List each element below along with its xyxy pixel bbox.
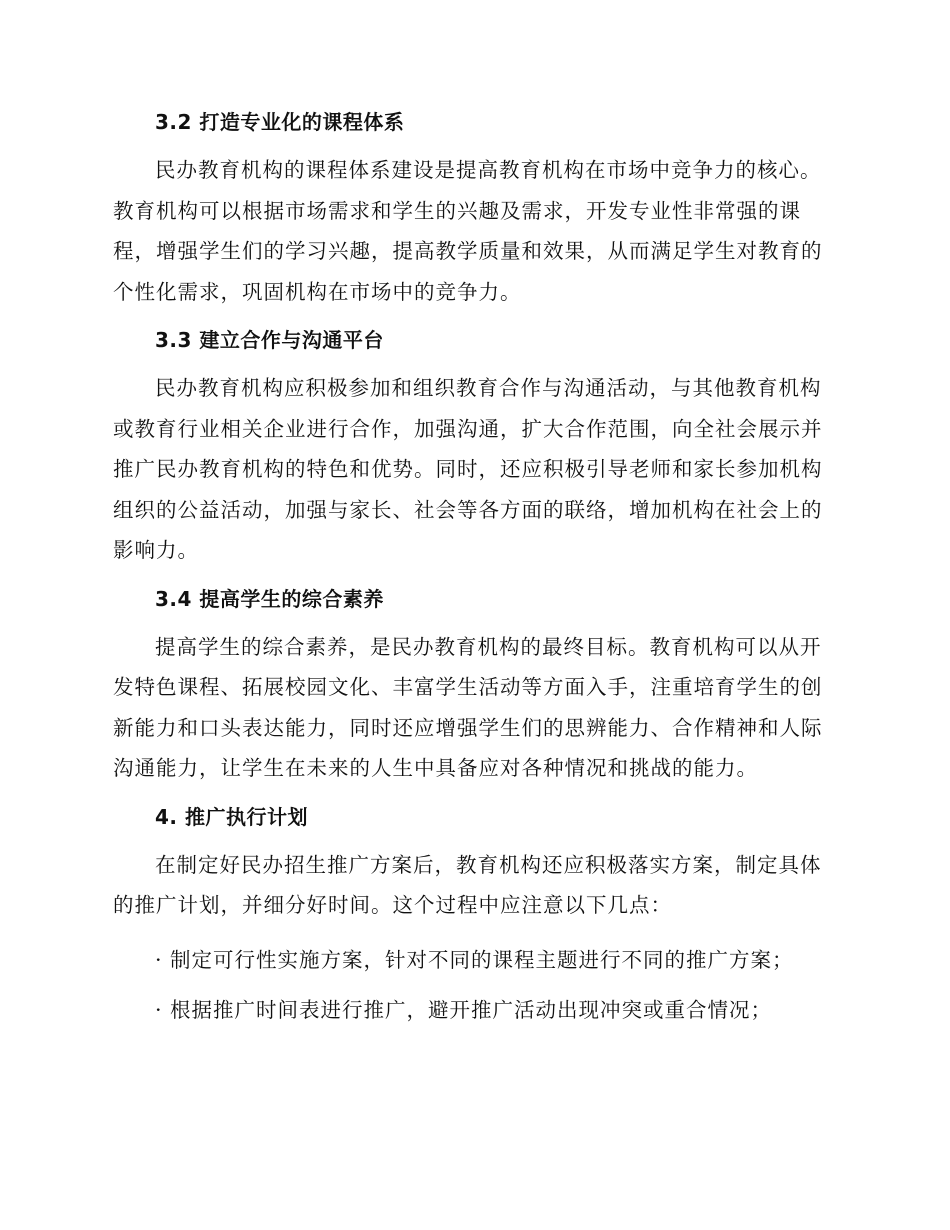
list-item: · 根据推广时间表进行推广，避开推广活动出现冲突或重合情况； [155,998,773,1022]
section-paragraph: 在制定好民办招生推广方案后，教育机构还应积极落实方案，制定具体的推广计划，并细分好时间。这个过程中应注意以下几点： [113,852,822,917]
section-3-2 [113,108,833,312]
section-3-3 [113,326,833,571]
section-paragraph: 提高学生的综合素养，是民办教育机构的最终目标。教育机构可以从开发特色课程、拓展校园文化、丰富学生活动等方面入手，注重培育学生的创新能力和口头表达能力，同时还应增强学生们的思辨能力、合作精神和人际沟通能力，让学生在未来的人生中具备应对各种情况和挑战的能力。 [113,634,823,780]
document-body [113,108,833,1041]
section-3-4 [113,585,833,789]
section-heading: 3.3 建立合作与沟通平台 [155,328,384,352]
list-item: · 制定可行性实施方案，针对不同的课程主题进行不同的推广方案； [155,947,794,972]
section-4 [113,803,833,926]
bullet-list [113,940,833,1031]
section-heading: 3.4 提高学生的综合素养 [155,586,384,611]
section-heading: 4. 推广执行计划 [155,804,308,829]
section-paragraph: 民办教育机构应积极参加和组织教育合作与沟通活动，与其他教育机构或教育行业相关企业进行合作，加强沟通，扩大合作范围，向全社会展示并推广民办教育机构的特色和优势。同时，还应积极引导老师和家长参加机构组织的公益活动，加强与家长、社会等各方面的联络，增加机构在社会上的影响力。 [113,376,823,562]
section-heading: 3.2 打造专业化的课程体系 [155,110,405,134]
section-paragraph: 民办教育机构的课程体系建设是提高教育机构在市场中竞争力的核心。教育机构可以根据市场需求和学生的兴趣及需求，开发专业性非常强的课程，增强学生们的学习兴趣，提高教学质量和效果，从而满足学生对教育的个性化需求，巩固机构在市场中的竞争力。 [113,158,823,304]
